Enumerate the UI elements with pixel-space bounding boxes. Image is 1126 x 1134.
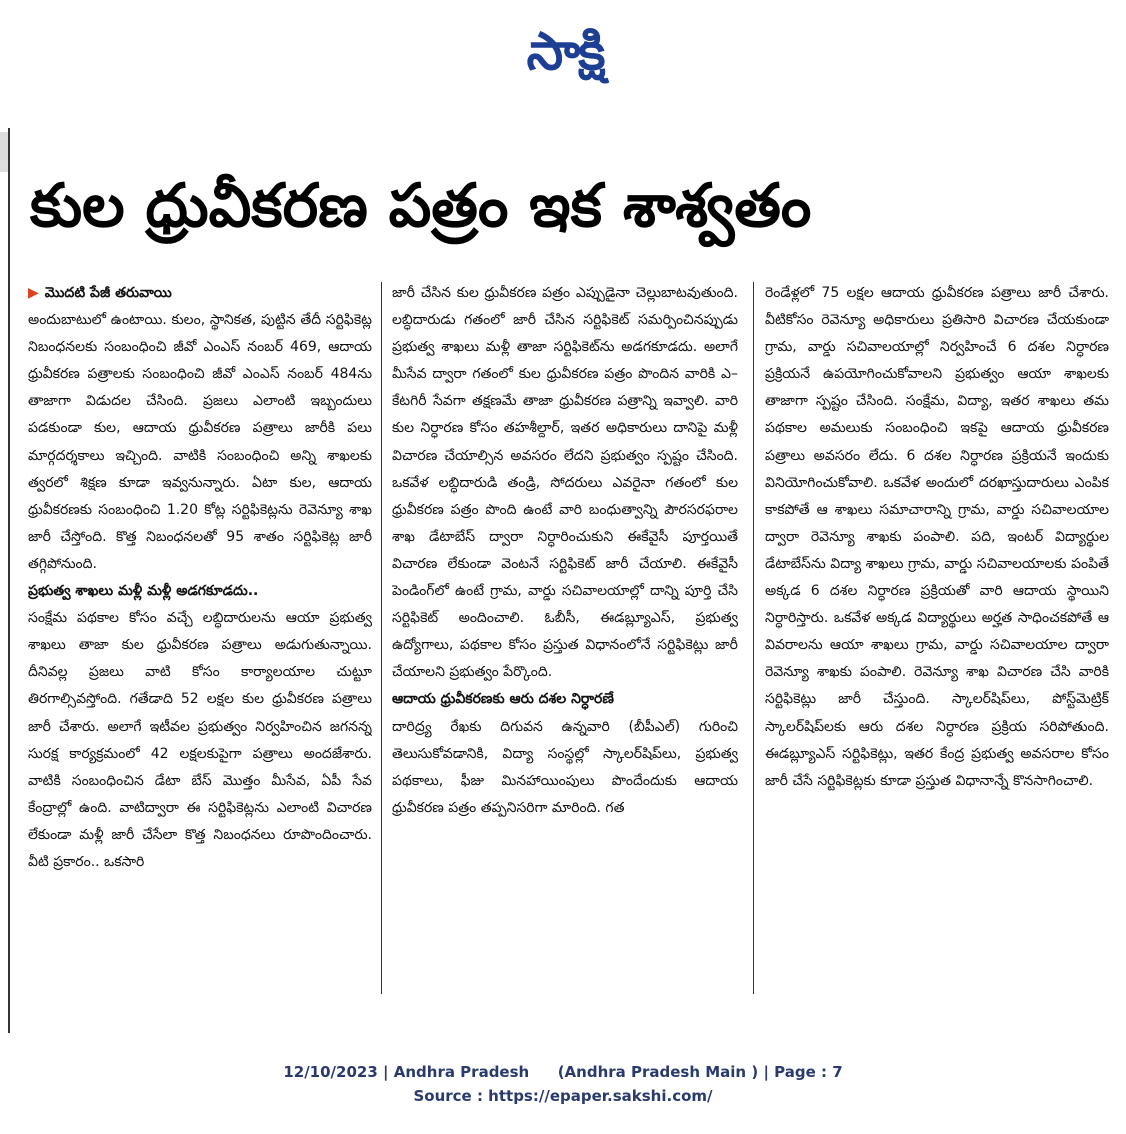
footer-info-line <box>0 1060 1126 1084</box>
edge-mark <box>0 132 8 172</box>
continued-text: మొదటి పేజీ తరువాయి <box>44 285 172 301</box>
footer-source: Source : https://epaper.sakshi.com/ <box>413 1087 713 1105</box>
column-divider <box>381 282 382 994</box>
paragraph: జారీ చేసిన కుల ధ్రువీకరణ పత్రం ఎప్పుడైనా చెల్లుబాటవుతుంది. లబ్ధిదారుడు గతంలో జారీ చేసిన సర్టిఫికెట్ సమర్పించినప్పుడు ప్రభుత్వ శాఖలు మళ్లీ తాజా సర్టిఫికెట్‌ను అడగకూడదు. అలాగే మీసేవ ద్వారా గతంలో కుల ధ్రువీకరణ పత్రం పొందిన వారికి ఎ–కేటగిరీ సేవగా తక్షణమే తాజా ధ్రువీకరణ పత్రాన్ని ఇవ్వాలి. వారి కుల నిర్ధారణ కోసం తహశీల్దార్, ఇతర అధికారులు దానిపై మళ్లీ విచారణ చేయాల్సిన అవసరం లేదని ప్రభుత్వం స్పష్టం చేసింది. ఒకవేళ లబ్ధిదారుడి తండ్రి, సోదరులు ఎవరైనా గతంలో కుల ధ్రువీకరణ పత్రం పొంది ఉంటే వారి బంధుత్వాన్ని పౌరసరఫరాల శాఖ డేటాబేస్ ద్వారా నిర్ధారించుకుని ఈకేవైసీ పూర్తయితే విచారణ లేకుండా వెంటనే సర్టిఫికెట్ జారీ చేయాలి. ఈకేవైసీ పెండింగ్‌లో ఉంటే గ్రామ, వార్డు సచివాలయాల్లో దాన్ని పూర్తి చేసి సర్టిఫికెట్ అందించాలి. ఓబీసీ, ఈడబ్ల్యూఎస్, ప్రభుత్వ ఉద్యోగాలు, పథకాల కోసం ప్రస్తుత విధానంలోనే సర్టిఫికెట్లు జారీ చేయాలని ప్రభుత్వం పేర్కొంది. <box>392 285 738 681</box>
footer-edition: (Andhra Pradesh Main ) <box>557 1063 759 1081</box>
paragraph: సంక్షేమ పథకాల కోసం వచ్చే లబ్ధిదారులను ఆయా ప్రభుత్వ శాఖలు తాజా కుల ధ్రువీకరణ పత్రాలు అడుగుతున్నాయి. దీనివల్ల ప్రజలు వాటి కోసం కార్యాలయాల చుట్టూ తిరగాల్సివస్తోంది. గతేడాది 52 లక్షల కుల ధ్రువీకరణ పత్రాలు జారీ చేశారు. అలాగే ఇటీవల ప్రభుత్వం నిర్వహించిన జగనన్న సురక్ష కార్యక్రమంలో 42 లక్షలకుపైగా పత్రాలు అందజేశారు. వాటికి సంబంధించిన డేటా బేస్ మొత్తం మీసేవ, ఏపీ సేవ కేంద్రాల్లో ఉంది. వాటిద్వారా ఈ సర్టిఫికెట్లను ఎలాంటి విచారణ లేకుండా మళ్లీ జారీ చేసేలా కొత్త నిబంధనలు రూపొందించారు. వీటి ప్రకారం.. ఒకసారి <box>28 610 372 870</box>
paragraph: అందుబాటులో ఉంటాయి. కులం, స్థానికత, పుట్టిన తేదీ సర్టిఫికెట్ల నిబంధనలకు సంబంధించి జీవో ఎంఎస్ నంబర్ 469, ఆదాయ ధ్రువీకరణ పత్రాలకు సంబంధించి జీవో ఎంఎస్ నంబర్ 484ను తాజాగా విడుదల చేసింది. ప్రజలు ఎలాంటి ఇబ్బందులు పడకుండా కుల, ఆదాయ ధ్రువీకరణ పత్రాలు జారీకి పలు మార్గదర్శకాలు ఇచ్చింది. వాటికి సంబంధించి అన్ని శాఖలకు త్వరలో శిక్షణ కూడా ఇవ్వనున్నారు. ఏటా కుల, ఆదాయ ధ్రువీకరణకు సంబంధించి 1.20 కోట్ల సర్టిఫికెట్లను రెవెన్యూ శాఖ జారీ చేస్తోంది. కొత్త నిబంధనలతో 95 శాతం సర్టిఫికెట్ల జారీ తగ్గిపోనుంది. <box>28 312 372 572</box>
page-footer <box>0 1060 1126 1108</box>
continued-label <box>28 280 372 307</box>
article-column-2 <box>392 280 738 1000</box>
footer-page: Page : 7 <box>774 1063 843 1081</box>
subheading: ప్రభుత్వ శాఖలు మళ్లీ మళ్లీ అడగకూడదు.. <box>28 583 259 600</box>
left-border-rule <box>8 128 10 1033</box>
play-triangle-icon: ▶ <box>28 285 39 301</box>
paragraph: రెండేళ్లలో 75 లక్షల ఆదాయ ధ్రువీకరణ పత్రాలు జారీ చేశారు. వీటికోసం రెవెన్యూ అధికారులు ప్రతిసారి విచారణ చేయకుండా గ్రామ, వార్డు సచివాలయాల్లో నిర్వహించే 6 దశల నిర్ధారణ ప్రక్రియనే ఉపయోగించుకోవాలని ప్రభుత్వం ఆయా శాఖలకు తాజాగా స్పష్టం చేసింది. సంక్షేమ, విద్యా, ఇతర శాఖలు తమ పథకాల అమలుకు సంబంధించి ఇకపై ఆదాయ ధ్రువీకరణ పత్రాలు అవసరం లేదు. 6 దశల నిర్ధారణ ప్రక్రియనే ఇందుకు వినియోగించుకోవాలి. ఒకవేళ అందులో దరఖాస్తుదారులు ఎంపిక కాకపోతే ఆ శాఖలు సమాచారాన్ని గ్రామ, వార్డు సచివాలయాల ద్వారా రెవెన్యూ శాఖకు పంపాలి. పది, ఇంటర్ విద్యార్థుల డేటాబేస్‌ను విద్యా శాఖలు గ్రామ, వార్డు సచివాలయాలకు పంపితే అక్కడ 6 దశల నిర్ధారణ ప్రక్రియతో వారి ఆదాయ స్థాయిని నిర్ధారిస్తారు. ఒకవేళ అక్కడ విద్యార్థులు అర్హత సాధించకపోతే ఆ వివరాలను ఆయా శాఖలు గ్రామ, వార్డు సచివాలయాల ద్వారా రెవెన్యూ శాఖకు పంపాలి. రెవెన్యూ శాఖ విచారణ చేసి వారికి సర్టిఫికెట్లు జారీ చేస్తుంది. స్కాలర్‌షిప్‌లు, పోస్ట్‌మెట్రిక్ స్కాలర్‌షిప్‌లకు ఆరు దశల నిర్ధారణ ప్రక్రియ సరిపోతుంది. ఈడబ్ల్యూఎస్ సర్టిఫికెట్లు, ఇతర కేంద్ర ప్రభుత్వ అవసరాల కోసం జారీ చేసే సర్టిఫికెట్లకు కూడా ప్రస్తుత విధానాన్నే కొనసాగించాలి. <box>765 285 1109 789</box>
footer-separator: | <box>383 1063 389 1081</box>
article-column-1 <box>28 280 372 1000</box>
footer-region: Andhra Pradesh <box>393 1063 530 1081</box>
sakshi-logo <box>470 22 660 82</box>
logo-text: సాక్షి <box>526 22 604 82</box>
column-divider <box>753 282 754 994</box>
paragraph: దారిద్ర్య రేఖకు దిగువన ఉన్నవారి (బీపీఎల్) గురించి తెలుసుకోవడానికి, విద్యా సంస్థల్లో స్కాలర్‌షిప్‌లు, ప్రభుత్వ పథకాలు, ఫీజు మినహాయింపులు పొందేందుకు ఆదాయ ధ్రువీకరణ పత్రం తప్పనిసరిగా మారింది. గత <box>392 718 738 816</box>
footer-separator: | <box>763 1063 769 1081</box>
article-headline: కుల ధ్రువీకరణ పత్రం ఇక శాశ్వతం <box>30 171 812 241</box>
article-column-3 <box>765 280 1109 1000</box>
footer-date: 12/10/2023 <box>283 1063 378 1081</box>
subheading: ఆదాయ ధ్రువీకరణకు ఆరు దశల నిర్ధారణే <box>392 691 614 708</box>
